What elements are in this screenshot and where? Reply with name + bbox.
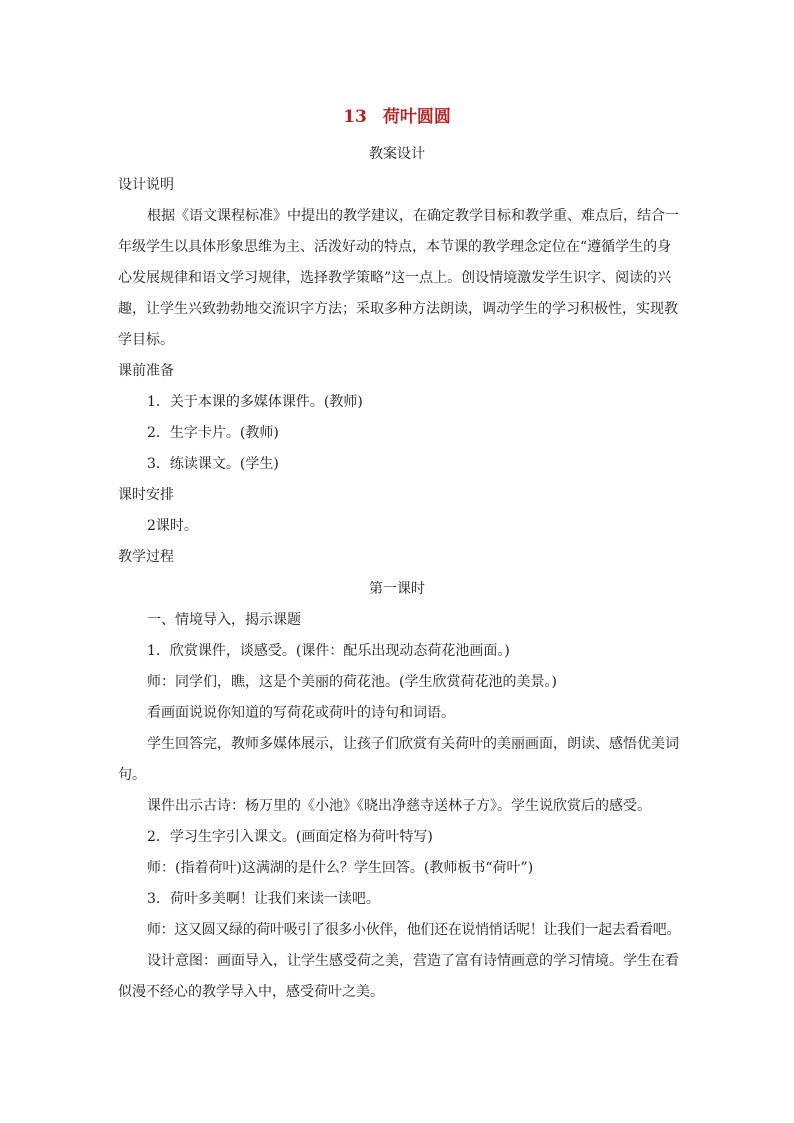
prep-item: 1．关于本课的多媒体课件。(教师) <box>147 394 363 410</box>
subtitle: 教案设计 <box>369 146 425 162</box>
schedule-heading: 课时安排 <box>118 487 174 503</box>
lesson-title: 荷叶圆圆 <box>382 107 451 127</box>
process-line: 师：这又圆又绿的荷叶吸引了很多小伙伴，他们还在说悄悄话呢！让我们一起去看看吧。 <box>147 922 681 938</box>
design-note-line: 学目标。 <box>118 332 174 348</box>
design-note-line: 年级学生以具体形象思维为主、活泼好动的特点，本节课的教学理念定位在“遵循学生的身 <box>118 239 672 255</box>
design-note-line: 根据《语文课程标准》中提出的教学建议，在确定教学目标和教学重、难点后，结合一 <box>147 208 679 224</box>
design-note-line: 趣，让学生兴致勃勃地交流识字方法；采取多种方法朗读，调动学生的学习积极性，实现教 <box>118 301 678 317</box>
design-note-heading: 设计说明 <box>118 177 174 193</box>
process-line: 3．荷叶多美啊！让我们来读一读吧。 <box>147 891 380 907</box>
document-title <box>0 104 794 130</box>
process-line: 2．学习生字引入课文。(画面定格为荷叶特写) <box>147 829 433 845</box>
process-line: 1．欣赏课件，谈感受。(课件：配乐出现动态荷花池画面。) <box>147 643 510 659</box>
process-line: 设计意图：画面导入，让学生感受荷之美，营造了富有诗情画意的学习情境。学生在看 <box>147 953 679 969</box>
design-note-line: 心发展规律和语文学习规律，选择教学策略”这一点上。创设情境激发学生识字、阅读的兴 <box>118 270 672 286</box>
process-line: 句。 <box>118 767 146 783</box>
process-line: 课件出示古诗：杨万里的《小池》《晓出净慈寺送林子方》。学生说欣赏后的感受。 <box>147 798 651 814</box>
process-line: 似漫不经心的教学导入中，感受荷叶之美。 <box>118 984 384 1000</box>
process-line: 师：(指着荷叶)这满湖的是什么？学生回答。(教师板书“荷叶”) <box>147 860 534 876</box>
process-line: 一、情境导入，揭示课题 <box>147 612 301 628</box>
prep-item: 2．生字卡片。(教师) <box>147 425 279 441</box>
lesson-heading: 第一课时 <box>369 581 425 597</box>
prep-heading: 课前准备 <box>118 363 174 379</box>
process-line: 师：同学们，瞧，这是个美丽的荷花池。(学生欣赏荷花池的美景。) <box>147 674 557 690</box>
lesson-number: 13 <box>343 107 367 127</box>
prep-item: 3．练读课文。(学生) <box>147 456 279 472</box>
process-line: 看画面说说你知道的写荷花或荷叶的诗句和词语。 <box>147 705 455 721</box>
process-heading: 教学过程 <box>118 549 174 565</box>
process-line: 学生回答完，教师多媒体展示，让孩子们欣赏有关荷叶的美丽画面，朗读、感悟优美词 <box>147 736 679 752</box>
schedule-value: 2课时。 <box>147 518 198 534</box>
